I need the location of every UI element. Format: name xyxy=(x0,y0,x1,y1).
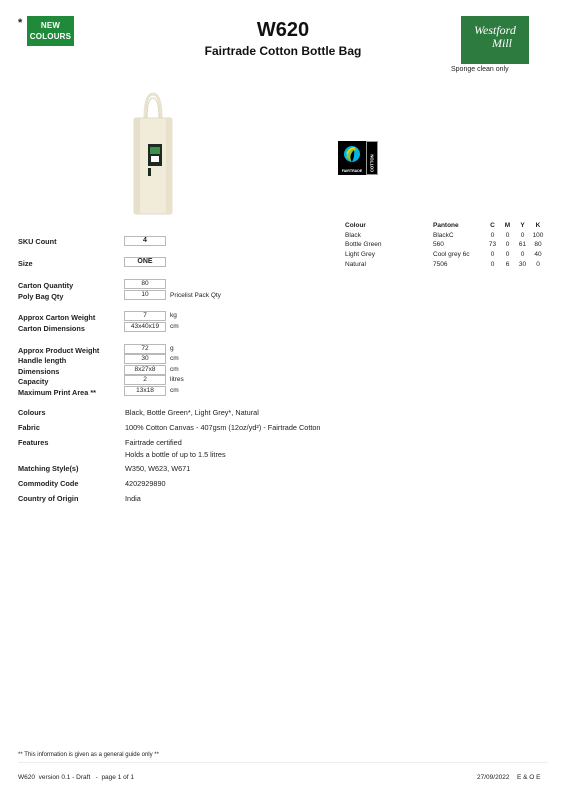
dimensions-label: Dimensions xyxy=(18,367,60,376)
carton-quantity-value: 80 xyxy=(124,279,166,289)
footer-divider xyxy=(18,762,548,763)
matching-styles-value: W350, W623, W671 xyxy=(125,464,191,473)
matching-styles-label: Matching Style(s) xyxy=(18,464,79,473)
features-label: Features xyxy=(18,438,49,447)
colours-label: Colours xyxy=(18,408,46,417)
header-pantone: Pantone xyxy=(433,222,459,230)
carton-dimensions-unit: cm xyxy=(170,323,179,330)
carton-weight-value: 7 xyxy=(124,311,166,321)
pantone-value: Cool grey 6c xyxy=(433,251,470,259)
dimensions-unit: cm xyxy=(170,366,179,373)
badge-line-2: COLOURS xyxy=(29,32,72,41)
fairtrade-cotton-logo xyxy=(338,141,378,175)
print-area-unit: cm xyxy=(170,387,179,394)
y-value: 0 xyxy=(520,251,525,259)
header-c: C xyxy=(490,222,495,230)
sku-count-label: SKU Count xyxy=(18,237,57,246)
colour-name: Bottle Green xyxy=(345,241,382,249)
carton-quantity-label: Carton Quantity xyxy=(18,281,74,290)
product-name: Fairtrade Cotton Bottle Bag xyxy=(204,44,362,58)
capacity-label: Capacity xyxy=(18,377,49,386)
table-row xyxy=(345,231,546,241)
asterisk-marker: * xyxy=(18,17,23,29)
colours-value: Black, Bottle Green*, Light Grey*, Natural xyxy=(125,408,259,417)
handle-length-unit: cm xyxy=(170,355,179,362)
poly-bag-qty-value: 10 xyxy=(124,290,166,300)
print-area-value: 13x18 xyxy=(124,386,166,396)
handle-length-value: 30 xyxy=(124,354,166,364)
table-row xyxy=(345,259,546,269)
pantone-value: BlackC xyxy=(433,231,454,239)
brand-line-2: Mill xyxy=(492,36,512,50)
colour-pantone-table xyxy=(345,221,546,269)
c-value: 0 xyxy=(490,260,495,268)
care-instructions: Sponge clean only xyxy=(451,66,509,73)
m-value: 0 xyxy=(505,241,510,249)
capacity-value: 2 xyxy=(124,375,166,385)
fabric-label: Fabric xyxy=(18,423,40,432)
m-value: 0 xyxy=(505,231,510,239)
capacity-unit: litres xyxy=(170,376,184,383)
carton-weight-label: Approx Carton Weight xyxy=(18,313,96,322)
carton-weight-unit: kg xyxy=(170,312,177,319)
k-value: 40 xyxy=(534,251,542,259)
m-value: 6 xyxy=(505,260,510,268)
colour-name: Light Grey xyxy=(345,251,375,259)
m-value: 0 xyxy=(505,251,510,259)
country-of-origin-value: India xyxy=(125,494,141,503)
size-value: ONE xyxy=(124,257,166,267)
dimensions-value: 8x27x8 xyxy=(124,365,166,375)
k-value: 80 xyxy=(534,241,542,249)
feature-item: Holds a bottle of up to 1.5 litres xyxy=(125,450,226,459)
c-value: 73 xyxy=(488,241,497,249)
commodity-code-label: Commodity Code xyxy=(18,479,79,488)
pantone-value: 7506 xyxy=(433,260,448,268)
header-k: K xyxy=(535,222,541,230)
country-of-origin-label: Country of Origin xyxy=(18,494,79,503)
k-value: 0 xyxy=(536,260,540,268)
colour-name: Black xyxy=(345,231,361,239)
table-row xyxy=(345,240,546,250)
size-label: Size xyxy=(18,259,33,268)
sku-count-value: 4 xyxy=(124,236,166,246)
print-area-label: Maximum Print Area ** xyxy=(18,388,96,397)
colour-name: Natural xyxy=(345,260,366,268)
fabric-value: 100% Cotton Canvas - 407gsm (12oz/yd²) - Fairtrade Cotton xyxy=(125,423,321,432)
poly-bag-qty-label: Poly Bag Qty xyxy=(18,292,64,301)
y-value: 30 xyxy=(518,260,527,268)
bottle-bag-image xyxy=(128,90,178,218)
colour-table-header xyxy=(345,221,546,231)
handle-length-label: Handle length xyxy=(18,356,67,365)
c-value: 0 xyxy=(490,231,495,239)
product-weight-value: 72 xyxy=(124,344,166,354)
westford-mill-logo xyxy=(461,16,529,64)
product-weight-label: Approx Product Weight xyxy=(18,346,100,355)
fairtrade-text: FAIRTRADE xyxy=(341,169,363,173)
product-code: W620 xyxy=(256,19,310,41)
commodity-code-value: 4202929890 xyxy=(125,479,166,488)
version-info: W620 version 0.1 - Draft - page 1 of 1 xyxy=(18,774,134,781)
footnote: ** This information is given as a general guide only ** xyxy=(18,752,159,758)
header-colour: Colour xyxy=(345,222,366,230)
header-m: M xyxy=(504,222,511,230)
brand-line-1: Westford xyxy=(474,23,516,37)
document-date: 27/09/2022 xyxy=(477,774,510,781)
cotton-text: COTTON xyxy=(369,154,375,172)
table-row xyxy=(345,250,546,260)
eoe-notice: E & O E xyxy=(517,774,541,781)
y-value: 0 xyxy=(520,231,525,239)
pricelist-pack-note: Pricelist Pack Qty xyxy=(170,292,221,299)
carton-dimensions-value: 43x40x19 xyxy=(124,322,166,332)
feature-item: Fairtrade certified xyxy=(125,438,182,447)
product-weight-unit: g xyxy=(170,345,174,352)
header-y: Y xyxy=(520,222,525,230)
carton-dimensions-label: Carton Dimensions xyxy=(18,324,85,333)
k-value: 100 xyxy=(532,231,544,239)
c-value: 0 xyxy=(490,251,495,259)
badge-line-1: NEW xyxy=(40,21,61,30)
y-value: 61 xyxy=(518,241,527,249)
pantone-value: 560 xyxy=(433,241,444,249)
